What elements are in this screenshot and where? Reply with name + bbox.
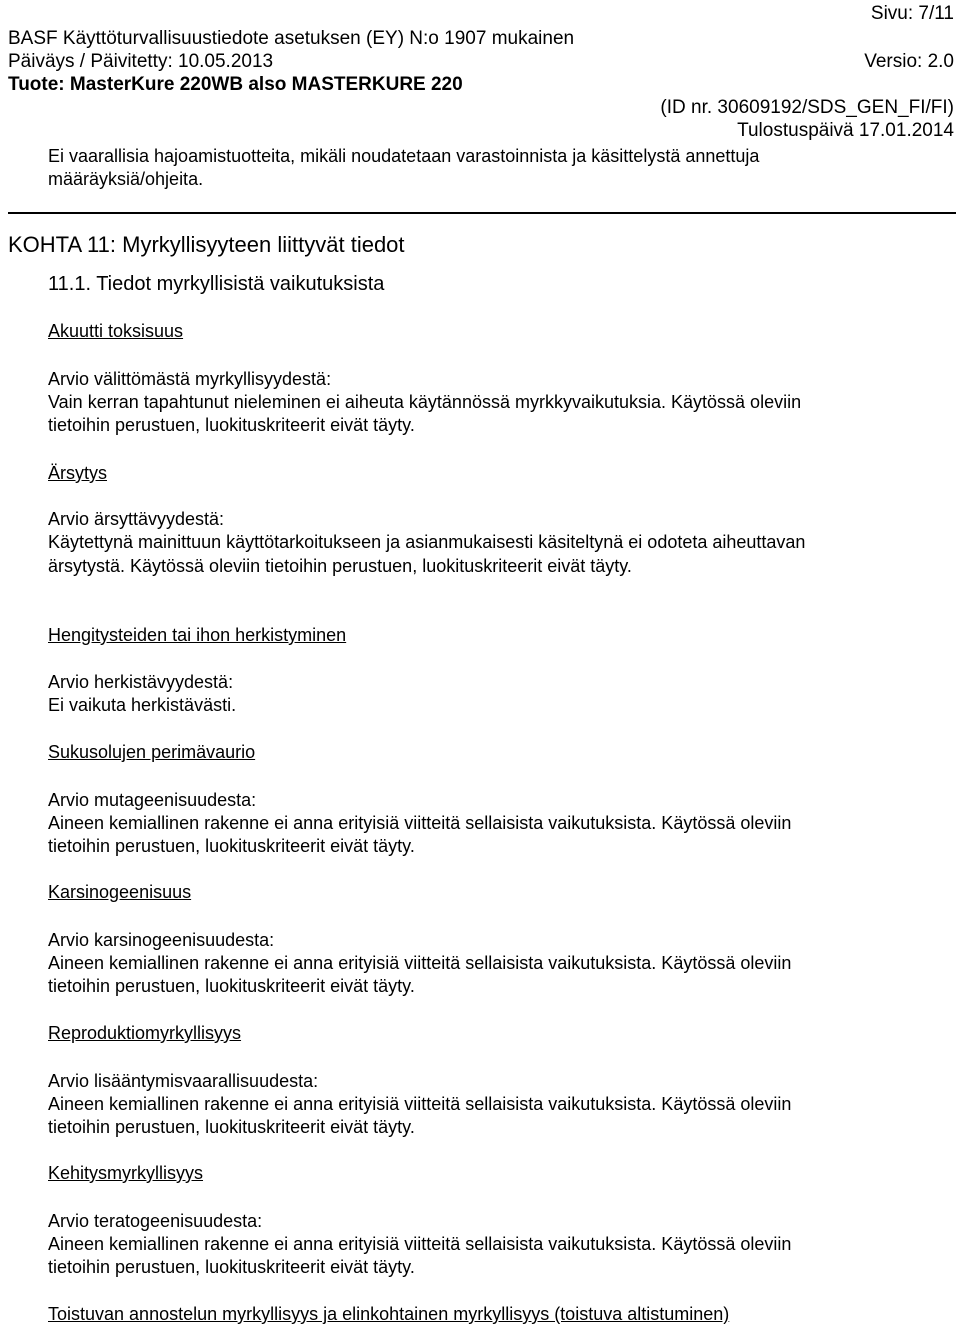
reproductive-label: Arvio lisääntymisvaarallisuudesta: <box>48 1071 319 1091</box>
sensitization-text-1: Ei vaikuta herkistävästi. <box>48 695 237 715</box>
heading-irritation: Ärsytys <box>48 463 108 483</box>
carcinogenicity-text-1: Aineen kemiallinen rakenne ei anna erityisiä viitteitä sellaisista vaikutuksista. Käytössä oleviin <box>48 953 792 973</box>
version: Versio: 2.0 <box>864 51 954 72</box>
acute-label: Arvio välittömästä myrkyllisyydestä: <box>48 369 332 389</box>
developmental-text-2: tietoihin perustuen, luokituskriteerit eivät täyty. <box>48 1257 415 1277</box>
mutagenicity-text-2: tietoihin perustuen, luokituskriteerit eivät täyty. <box>48 836 415 856</box>
revision-date: Päiväys / Päivitetty: 10.05.2013 <box>8 51 274 72</box>
product-name: Tuote: MasterKure 220WB also MASTERKURE 220 <box>8 74 463 95</box>
irritation-text-2: ärsytystä. Käytössä oleviin tietoihin perustuen, luokituskriteerit eivät täyty. <box>48 556 632 576</box>
sensitization-label: Arvio herkistävyydestä: <box>48 672 234 692</box>
developmental-label: Arvio teratogeenisuudesta: <box>48 1211 263 1231</box>
intro-line-1: Ei vaarallisia hajoamistuotteita, mikäli noudatetaan varastoinnista ja käsittelystä annettuja <box>48 146 760 166</box>
heading-carcinogenicity: Karsinogeenisuus <box>48 882 192 902</box>
mutagenicity-text-1: Aineen kemiallinen rakenne ei anna erityisiä viitteitä sellaisista vaikutuksista. Käytössä oleviin <box>48 813 792 833</box>
reproductive-text-2: tietoihin perustuen, luokituskriteerit eivät täyty. <box>48 1117 415 1137</box>
mutagenicity-label: Arvio mutageenisuudesta: <box>48 790 257 810</box>
heading-repeated-dose-toxicity: Toistuvan annostelun myrkyllisyys ja elinkohtainen myrkyllisyys (toistuva altistuminen) <box>48 1304 730 1324</box>
acute-text-1: Vain kerran tapahtunut nieleminen ei aiheuta käytännössä myrkkyvaikutuksia. Käytössä oleviin <box>48 392 802 412</box>
print-date: Tulostuspäivä 17.01.2014 <box>737 120 954 141</box>
heading-mutagenicity: Sukusolujen perimävaurio <box>48 742 256 762</box>
reproductive-text-1: Aineen kemiallinen rakenne ei anna erityisiä viitteitä sellaisista vaikutuksista. Käytössä oleviin <box>48 1094 792 1114</box>
intro-line-2: määräyksiä/ohjeita. <box>48 169 204 189</box>
regulation-line: BASF Käyttöturvallisuustiedote asetuksen (EY) N:o 1907 mukainen <box>8 28 575 49</box>
section-title: KOHTA 11: Myrkyllisyyteen liittyvät tiedot <box>8 232 405 257</box>
acute-text-2: tietoihin perustuen, luokituskriteerit eivät täyty. <box>48 415 415 435</box>
document-id: (ID nr. 30609192/SDS_GEN_FI/FI) <box>660 97 954 118</box>
carcinogenicity-text-2: tietoihin perustuen, luokituskriteerit eivät täyty. <box>48 976 415 996</box>
page-number: Sivu: 7/11 <box>870 3 954 24</box>
carcinogenicity-label: Arvio karsinogeenisuudesta: <box>48 930 275 950</box>
heading-developmental-toxicity: Kehitysmyrkyllisyys <box>48 1163 204 1183</box>
heading-acute-toxicity: Akuutti toksisuus <box>48 321 184 341</box>
section-subtitle: 11.1. Tiedot myrkyllisistä vaikutuksista <box>48 273 385 295</box>
irritation-label: Arvio ärsyttävyydestä: <box>48 509 225 529</box>
developmental-text-1: Aineen kemiallinen rakenne ei anna erityisiä viitteitä sellaisista vaikutuksista. Käytössä oleviin <box>48 1234 792 1254</box>
heading-reproductive-toxicity: Reproduktiomyrkyllisyys <box>48 1023 242 1043</box>
irritation-text-1: Käytettynä mainittuun käyttötarkoitukseen ja asianmukaisesti käsiteltynä ei odoteta aiheuttavan <box>48 532 806 552</box>
section-divider <box>8 212 956 214</box>
heading-sensitization: Hengitysteiden tai ihon herkistyminen <box>48 625 347 645</box>
